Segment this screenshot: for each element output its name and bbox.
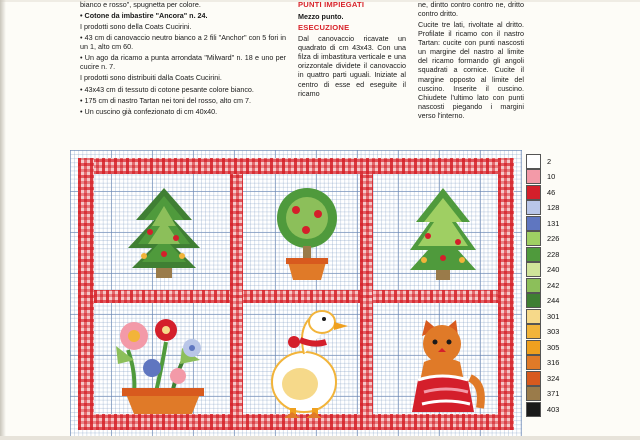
legend-item[interactable]	[526, 309, 630, 323]
text-columns	[0, 0, 640, 148]
legend-swatch	[526, 371, 541, 386]
tartan-border-left	[78, 158, 94, 430]
legend-code: 242	[547, 280, 560, 290]
color-legend	[524, 150, 632, 420]
legend-swatch	[526, 169, 541, 184]
materials-line-1: • Cotone da imbastire "Ancora" n. 24.	[80, 11, 208, 21]
legend-item[interactable]	[526, 387, 630, 401]
legend-swatch	[526, 309, 541, 324]
chart-canvas	[70, 150, 522, 438]
legend-code: 10	[547, 172, 556, 181]
legend-item[interactable]	[526, 402, 630, 416]
motif-topiary-tree	[266, 184, 348, 284]
execution-body: Dal canovaccio ricavate un quadrato di cm 43x43. Con una filza di imbastitura verticale e una orizzontale dividete il canovaccio in quattro parti uguali. Iniziate al centro di esse ed eseguite il ricamo	[298, 34, 406, 98]
tartan-border-top	[78, 158, 514, 174]
legend-code: 403	[547, 404, 560, 414]
legend-code: 371	[547, 389, 560, 398]
legend-code: 324	[547, 373, 560, 383]
motif-flower-basket	[108, 314, 216, 418]
legend-item[interactable]	[526, 247, 630, 261]
tartan-border-right	[498, 158, 514, 430]
stitches-heading: PUNTI IMPIEGATI	[298, 0, 365, 9]
legend-code: 316	[547, 358, 560, 367]
motif-pine-tree-left	[114, 186, 214, 282]
legend-item[interactable]	[526, 325, 630, 339]
legend-swatch	[526, 340, 541, 355]
legend-swatch	[526, 402, 541, 417]
column-spacer	[530, 0, 640, 148]
column-stitches	[292, 0, 412, 148]
execution-heading: ESECUZIONE	[298, 22, 350, 32]
materials-line-4: • Un ago da ricamo a punta arrondata "Milward" n. 18 e uno per cucire n. 7.	[80, 53, 286, 72]
legend-swatch	[526, 386, 541, 401]
legend-item[interactable]	[526, 340, 630, 354]
legend-code: 301	[547, 311, 560, 321]
materials-line-7: • 175 cm di nastro Tartan nei toni del rosso, alto cm 7.	[80, 95, 251, 105]
tartan-divider-horizontal	[94, 290, 498, 303]
materials-line-3: • 43 cm di canovaccio neutro bianco a 2 fili "Anchor" con 5 fori in un 1, alto cm 60.	[80, 33, 286, 52]
legend-item[interactable]	[526, 170, 630, 184]
finishing-line-0: ne, dintto contro contro ne, dritto contro dritto.	[418, 0, 524, 19]
materials-line-8: • Un cuscino già confezionato di cm 40x40.	[80, 106, 218, 116]
legend-swatch	[526, 324, 541, 339]
legend-item[interactable]	[526, 185, 630, 199]
legend-swatch	[526, 231, 541, 246]
motif-goose	[260, 306, 352, 420]
legend-item[interactable]	[526, 356, 630, 370]
legend-item[interactable]	[526, 263, 630, 277]
cross-stitch-chart	[70, 150, 522, 438]
legend-swatch	[526, 262, 541, 277]
legend-code: 131	[547, 218, 560, 228]
legend-item[interactable]	[526, 278, 630, 292]
legend-item[interactable]	[526, 371, 630, 385]
legend-item[interactable]	[526, 154, 630, 168]
legend-swatch	[526, 293, 541, 308]
legend-item[interactable]	[526, 216, 630, 230]
materials-line-6: • 43x43 cm di tessuto di cotone pesante colore bianco.	[80, 84, 254, 94]
stitches-body: Mezzo punto.	[298, 11, 344, 21]
legend-swatch	[526, 278, 541, 293]
legend-code: 228	[547, 249, 560, 259]
legend-code: 303	[547, 327, 560, 336]
legend-code: 128	[547, 203, 560, 212]
legend-item[interactable]	[526, 294, 630, 308]
column-materials	[0, 0, 292, 148]
legend-item[interactable]	[526, 232, 630, 246]
legend-code: 46	[547, 187, 556, 197]
page-left-edge	[0, 0, 6, 440]
tartan-divider-vertical-2	[360, 174, 373, 430]
legend-swatch	[526, 355, 541, 370]
legend-code: 2	[547, 156, 552, 166]
finishing-line-1: Cucite tre lati, rivoltate al dritto. Profilate il ricamo con il nastro Tartan: cucite con punti nascosti un margine del nastro al limite del ricamo formando gli angoli squadrati a cornice. Cucite il margine opposto al limite del cuscino. Inserite il cuscino. Chiudete l'ultimo lato con punti nascosti piegando i margini verso l'interno.	[418, 20, 524, 120]
legend-code: 240	[547, 265, 560, 274]
legend-swatch	[526, 247, 541, 262]
tartan-divider-vertical-1	[230, 174, 243, 430]
page-bottom-edge	[0, 436, 640, 440]
column-finishing	[412, 0, 530, 148]
legend-item[interactable]	[526, 201, 630, 215]
materials-line-0: bianco e rosso", spugnetta per colore.	[80, 0, 201, 9]
legend-code: 226	[547, 234, 560, 243]
legend-code: 305	[547, 342, 560, 352]
legend-swatch	[526, 154, 541, 169]
materials-line-5: I prodotti sono distribuiti dalla Coats Cucirini.	[80, 73, 222, 83]
legend-swatch	[526, 216, 541, 231]
motif-cat	[400, 318, 486, 418]
legend-code: 244	[547, 296, 560, 305]
motif-pine-tree-right	[400, 186, 486, 282]
legend-swatch	[526, 200, 541, 215]
materials-line-2: I prodotti sono della Coats Cucirini.	[80, 22, 192, 32]
legend-swatch	[526, 185, 541, 200]
